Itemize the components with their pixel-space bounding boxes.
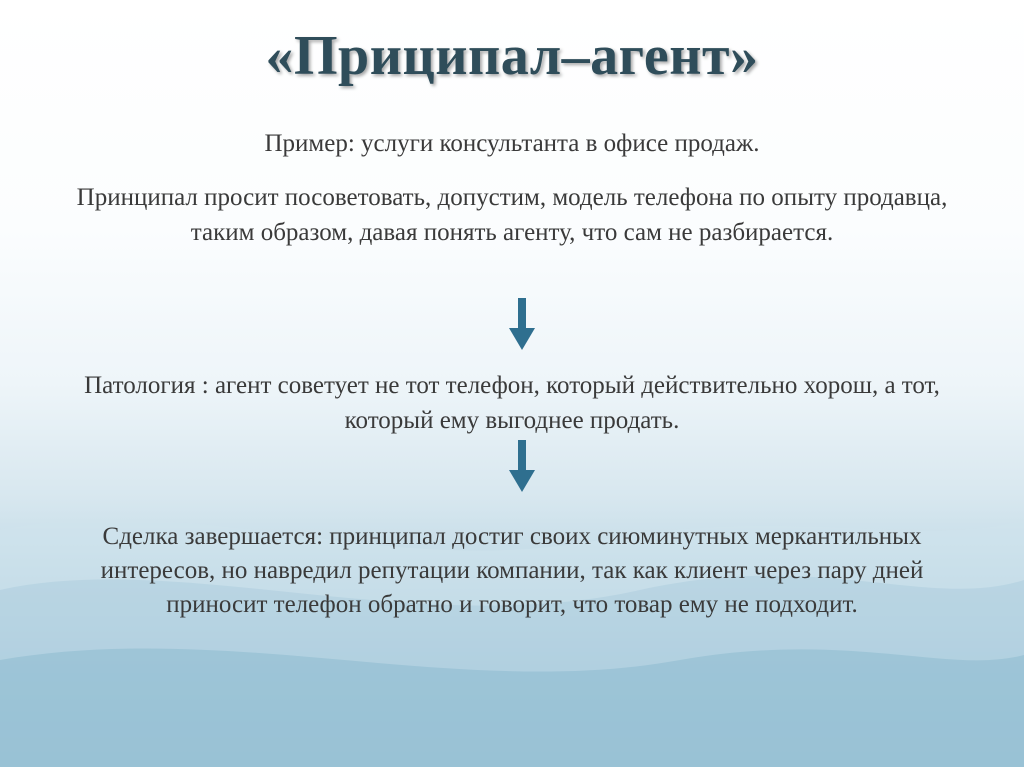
down-arrow-icon	[507, 298, 537, 350]
principal-request-text: Принципал просит посоветовать, допустим, модель телефона по опыту продавца, таким образом, давая понять агенту, что сам не разбирается.	[76, 184, 948, 246]
pathology-text: Патология : агент советует не тот телефон, который действительно хорош, а тот, который ему выгоднее продать.	[84, 372, 940, 434]
deal-outcome-text: Сделка завершается: принципал достиг своих сиюминутных меркантильных интересов, но навредил репутации компании, так как клиент через пару дней приносит телефон обратно и говорит, что товар ему не подходит.	[100, 523, 924, 618]
down-arrow-icon	[507, 440, 537, 492]
example-text: Пример: услуги консультанта в офисе продаж.	[264, 130, 760, 157]
slide-title: «Приципал–агент»	[265, 25, 759, 87]
